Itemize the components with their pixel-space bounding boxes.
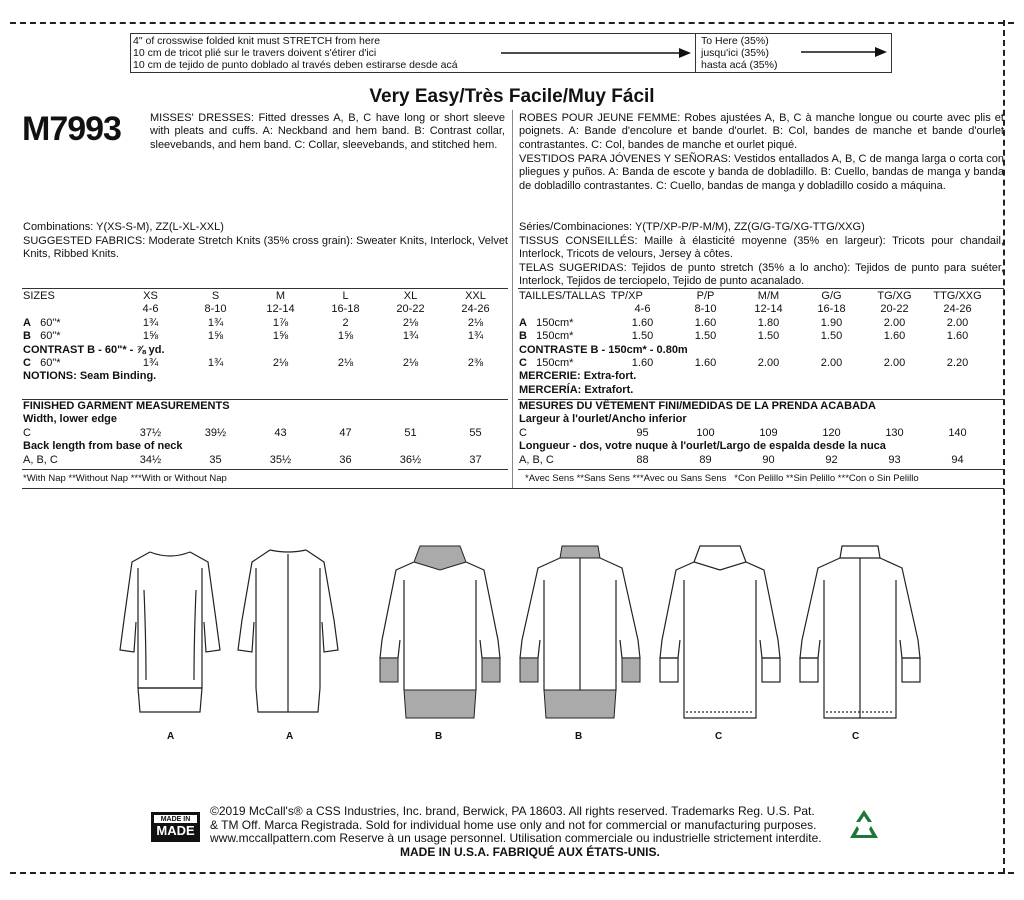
notions-fr: MERCERIE: Extra-fort. <box>519 370 637 383</box>
recycle-icon <box>846 808 882 844</box>
description-french: ROBES POUR JEUNE FEMME: Robes ajustées A, B, C à manche longue ou courte avec plis et poignets. A: Bande d'encolure et bande d'ourlet. B: Col, bandes de manche et bande d'ourlet contrastantes. C: Col, bandes de manche et ourlet piqué. <box>519 112 1004 151</box>
stretch-end-arrow-icon <box>801 46 887 58</box>
table-row: C 95 100 109 120 130 140 <box>519 426 967 439</box>
contrast-label-fr-es: CONTRASTE B - 150cm* - 0.80m <box>519 343 688 356</box>
view-label: C <box>715 731 723 742</box>
stretch-gauge-from: 4" of crosswise folded knit must STRETCH from here 10 cm de tricot plié sur le travers doivent s'étirer d'ici 10 cm de tejido de punto doblado al través deben estirarse desde acá <box>133 35 458 71</box>
finished-measurements-en: FINISHED GARMENT MEASUREMENTS Width, lower edge C 37½ 39½ 43 47 51 55 Back length from base of neck A, B, C 34½ 35 35½ 36 36½ 37 <box>23 400 508 467</box>
table-row: A, B, C 34½ 35 35½ 36 36½ 37 <box>23 453 482 466</box>
notions-es: MERCERÍA: Extrafort. <box>519 383 634 396</box>
notions-en: NOTIONS: Seam Binding. <box>23 370 157 383</box>
bottom-cut-line <box>10 872 1014 874</box>
view-c-back-sketch <box>790 540 930 730</box>
table-row: A 150cm* 1.60 1.60 1.80 1.90 2.00 2.00 <box>519 316 969 329</box>
pattern-number: M7993 <box>22 110 121 148</box>
view-a-back-sketch <box>228 540 348 720</box>
fabrics-en: SUGGESTED FABRICS: Moderate Stretch Knits (35% cross grain): Sweater Knits, Interlock, Velvet Knits, Ribbed Knits. <box>23 235 508 261</box>
view-label: A <box>167 731 175 742</box>
combinations-en: Combinations: Y(XS-S-M), ZZ(L-XL-XXL) <box>23 221 224 233</box>
fabrics-es: TELAS SUGERIDAS: Tejidos de punto stretch (35% a lo ancho): Tejidos de punto para suéter, Interlock, Tejidos de terciopelo, Tejido de punto acanalado. <box>519 262 1004 288</box>
made-in-usa-badge: MADE IN MADE IN USA <box>151 812 200 842</box>
stretch-gauge-to: To Here (35%) jusqu'ici (35%) hasta acá (35%) <box>701 35 778 71</box>
view-label: C <box>852 731 860 742</box>
description-english: MISSES' DRESSES: Fitted dresses A, B, C have long or short sleeve with pleats and cuffs. A: Neckband and hem band. B: Contrast collar, sleevebands, and hem band. C: Collar, sleevebands, and stitched hem. <box>150 112 505 151</box>
top-cut-line <box>10 22 1014 24</box>
difficulty-title: Very Easy/Très Facile/Muy Fácil <box>369 86 655 107</box>
yardage-table-fr-es: TAILLES/TALLAS TP/XP P/P M/M G/G TG/XG TTG/XXG 4-6 8-10 12-14 16-18 20-22 24-26 A 150cm* 1.60 1.60 1.80 1.90 2.00 2.00 B 150cm* 1.50 1.50 1.50 1.50 1.60 1.60 CONTRASTE B - 150cm* - 0.80m C 150cm* 1.60 1.60 2.00 2.00 2.00 2.20 MERCERIE: Extra-fort. MERCERÍA: Extrafort. <box>519 290 989 397</box>
table-row: B 60"* 1⅝ 1⅝ 1⅝ 1⅝ 1¾ 1¾ <box>23 330 484 343</box>
view-b-front-sketch <box>370 540 510 730</box>
finished-measurements-fr-es: MESURES DU VÊTEMENT FINI/MEDIDAS DE LA PRENDA ACABADA Largeur à l'ourlet/Ancho inferior C 95 100 109 120 130 140 Longueur - dos, votre nuque à l'ourlet/Largo de espalda desde la nuca A, B, C 88 89 90 92 93 94 <box>519 400 989 467</box>
table-row: C 37½ 39½ 43 47 51 55 <box>23 426 482 439</box>
stretch-arrow-icon <box>501 47 691 59</box>
table-row: C 150cm* 1.60 1.60 2.00 2.00 2.00 2.20 <box>519 357 969 370</box>
view-label: B <box>435 731 443 742</box>
nap-note-fr-es: *Avec Sens **Sans Sens ***Avec ou Sans Sens *Con Pelillo **Sin Pelillo ***Con o Sin Pelillo <box>525 473 919 484</box>
yardage-table-en: SIZES XS S M L XL XXL 4-6 8-10 12-14 16-18 20-22 24-26 A 60"* 1¾ 1¾ 1⅞ 2 2⅛ 2⅛ B 60"* 1⅝ 1⅝ 1⅝ 1⅝ 1¾ 1¾ CONTRAST B - 60"* - ⅞ yd. C 60"* 1¾ 1¾ 2⅛ 2⅛ 2⅛ 2⅜ NOTIONS: Seam Binding. <box>23 290 508 384</box>
stretch-gauge <box>130 33 892 73</box>
fabrics-fr: TISSUS CONSEILLÉS: Maille à élasticité moyenne (35% en largeur): Tricots pour chandail, Interlock, Tricots de velours, Jersey à côtes. <box>519 235 1004 261</box>
view-b-back-sketch <box>510 540 650 730</box>
contrast-label-en: CONTRAST B - 60"* - ⅞ yd. <box>23 343 165 356</box>
description-spanish: VESTIDOS PARA JÓVENES Y SEÑORAS: Vestidos entallados A, B, C de manga larga o corta con pliegues y puños. A: Banda de escote y banda de dobladillo. B: Cuello, bandas de manga y banda de dobladillo contrastantes. C: Cuello, bandas de manga y dobladillo cosido a máquina. <box>519 153 1004 192</box>
combinations-fr-es: Séries/Combinaciones: Y(TP/XP-P/P-M/M), ZZ(G/G-TG/XG-TTG/XXG) <box>519 221 865 233</box>
table-row: A, B, C 88 89 90 92 93 94 <box>519 453 964 466</box>
table-row: B 150cm* 1.50 1.50 1.50 1.50 1.60 1.60 <box>519 330 969 343</box>
nap-note-en: *With Nap **Without Nap ***With or Without Nap <box>23 473 227 484</box>
view-a-front-sketch <box>110 540 230 720</box>
table-row: C 60"* 1¾ 1¾ 2⅛ 2⅛ 2⅛ 2⅜ <box>23 357 484 370</box>
view-label: A <box>286 731 294 742</box>
view-c-front-sketch <box>650 540 790 730</box>
view-label: B <box>575 731 583 742</box>
copyright-footer: ©2019 McCall's® a CSS Industries, Inc. brand, Berwick, PA 18603. All rights reserved. Trademarks Reg. U.S. Pat. & TM Off. Marca Registrada. Sold for individual home use only and not for commercial or manufacturing purposes. www.mccallpattern.com Reserve à un usage personnel. Utilisation commerciale ou industrielle strictement interdite. MADE IN U.S.A. FABRIQUÉ AUX ÉTATS-UNIS. <box>210 804 822 859</box>
table-row: A 60"* 1¾ 1¾ 1⅞ 2 2⅛ 2⅛ <box>23 316 484 329</box>
